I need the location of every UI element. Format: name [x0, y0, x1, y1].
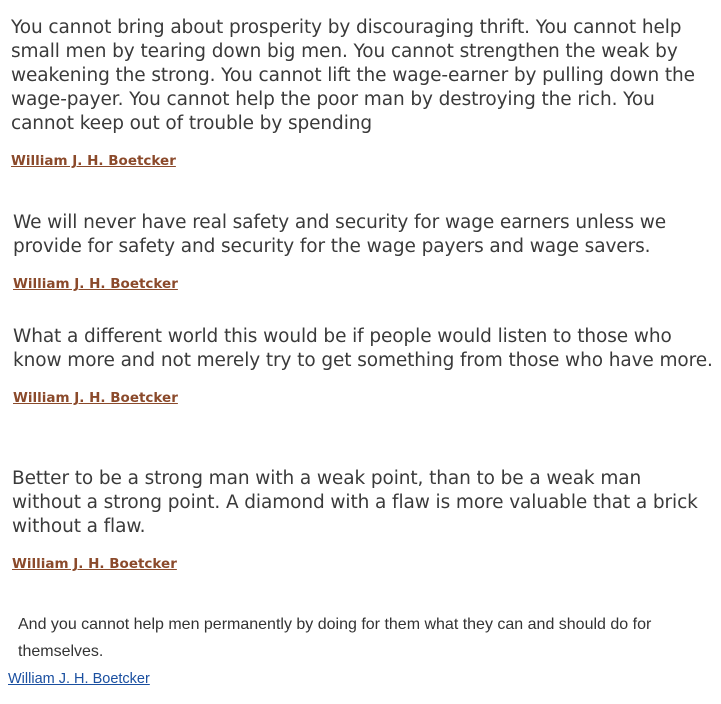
author-link[interactable]: William J. H. Boetcker: [13, 276, 178, 292]
quote-text: We will never have real safety and security for wage earners unless we provide for safety and security for the wage payers and wage savers.: [13, 212, 667, 257]
quote-text: What a different world this would be if people would listen to those who know more and not merely try to get something from those who have more.: [13, 326, 713, 371]
author-link[interactable]: William J. H. Boetcker: [8, 671, 150, 687]
author-link[interactable]: William J. H. Boetcker: [11, 153, 176, 169]
quote-block: [13, 325, 713, 407]
quote-block: [18, 611, 698, 665]
quote-block: [12, 467, 712, 573]
quote-block: [13, 211, 713, 293]
quote-text: You cannot bring about prosperity by discouraging thrift. You cannot help small men by tearing down big men. You cannot strengthen the weak by weakening the strong. You cannot lift the wage-earner by pulling down the wage-payer. You cannot help the poor man by destroying the rich. You cannot keep out of trouble by spending: [11, 17, 695, 134]
quote-text: And you cannot help men permanently by doing for them what they can and should do for themselves.: [18, 616, 652, 660]
quote-text: Better to be a strong man with a weak point, than to be a weak man without a strong point. A diamond with a flaw is more valuable that a brick without a flaw.: [12, 468, 698, 537]
author-link[interactable]: William J. H. Boetcker: [12, 556, 177, 572]
author-link[interactable]: William J. H. Boetcker: [13, 390, 178, 406]
quote-block: [11, 16, 711, 170]
